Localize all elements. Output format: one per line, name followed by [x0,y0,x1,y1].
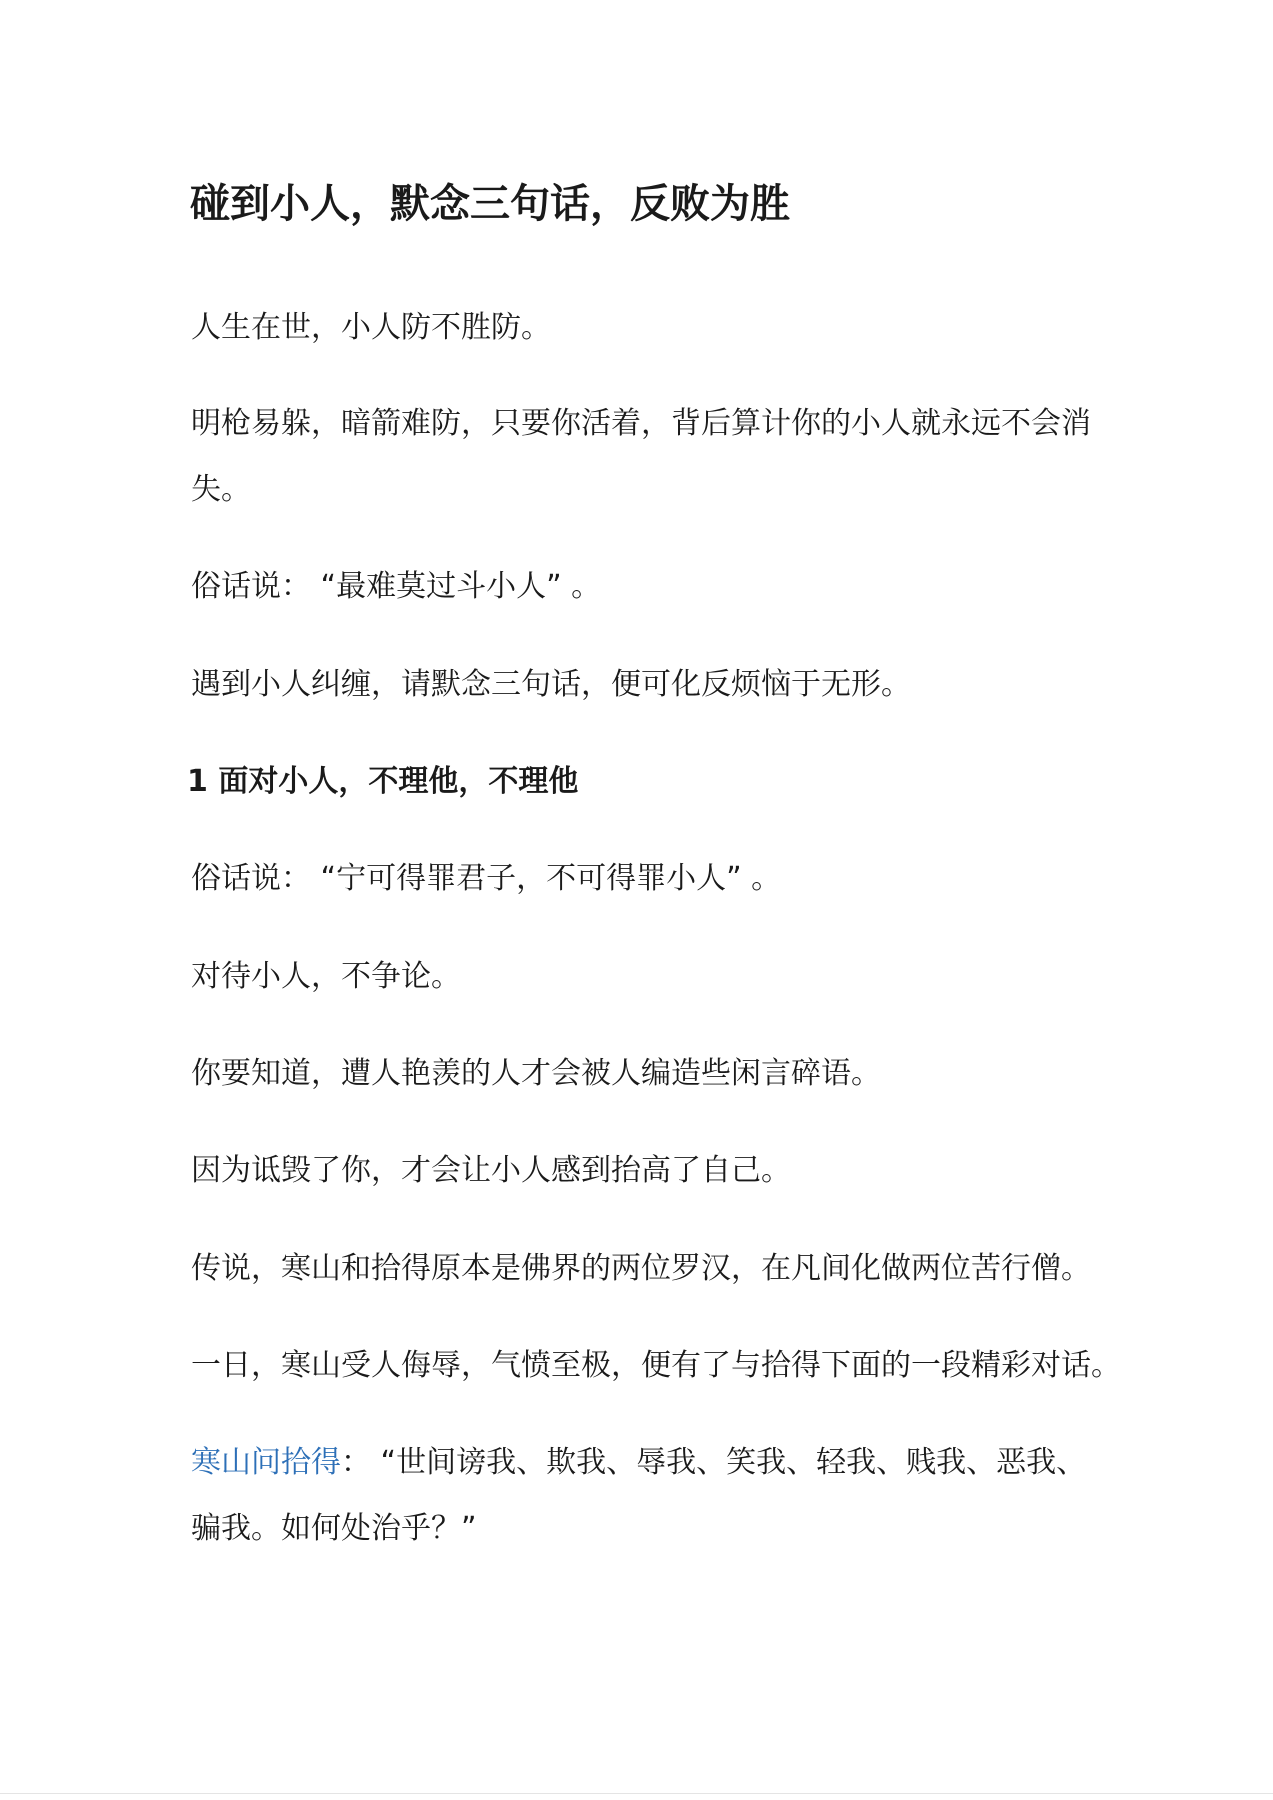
dialogue-continuation: 骗我。如何处治乎？” [191,1511,477,1546]
page-bottom-divider [0,1793,1273,1794]
paragraph: 你要知道，遭人艳羡的人才会被人编造些闲言碎语。 [191,1056,881,1091]
paragraph: 俗话说： “宁可得罪君子，不可得罪小人” 。 [191,861,782,896]
paragraph: 失。 [191,472,251,507]
speaker-link[interactable]: 寒山问拾得 [191,1445,341,1480]
paragraph: 因为诋毁了你，才会让小人感到抬高了自己。 [191,1153,791,1188]
paragraph: 对待小人，不争论。 [191,959,461,994]
section-heading: 1 面对小人，不理他，不理他 [187,764,579,799]
paragraph: 人生在世，小人防不胜防。 [191,310,551,345]
dialogue-text: ： “世间谤我、欺我、辱我、笑我、轻我、贱我、恶我、 [341,1445,1087,1480]
paragraph: 一日，寒山受人侮辱，气愤至极，便有了与拾得下面的一段精彩对话。 [191,1348,1121,1383]
paragraph: 传说，寒山和拾得原本是佛界的两位罗汉，在凡间化做两位苦行僧。 [191,1251,1091,1286]
dialogue-paragraph [191,1430,1091,1496]
paragraph: 俗话说： “最难莫过斗小人” 。 [191,569,602,604]
paragraph: 明枪易躲，暗箭难防，只要你活着，背后算计你的小人就永远不会消 [191,406,1091,441]
paragraph: 遇到小人纠缠，请默念三句话，便可化反烦恼于无形。 [191,667,911,702]
article-title: 碰到小人，默念三句话，反败为胜 [190,181,790,227]
